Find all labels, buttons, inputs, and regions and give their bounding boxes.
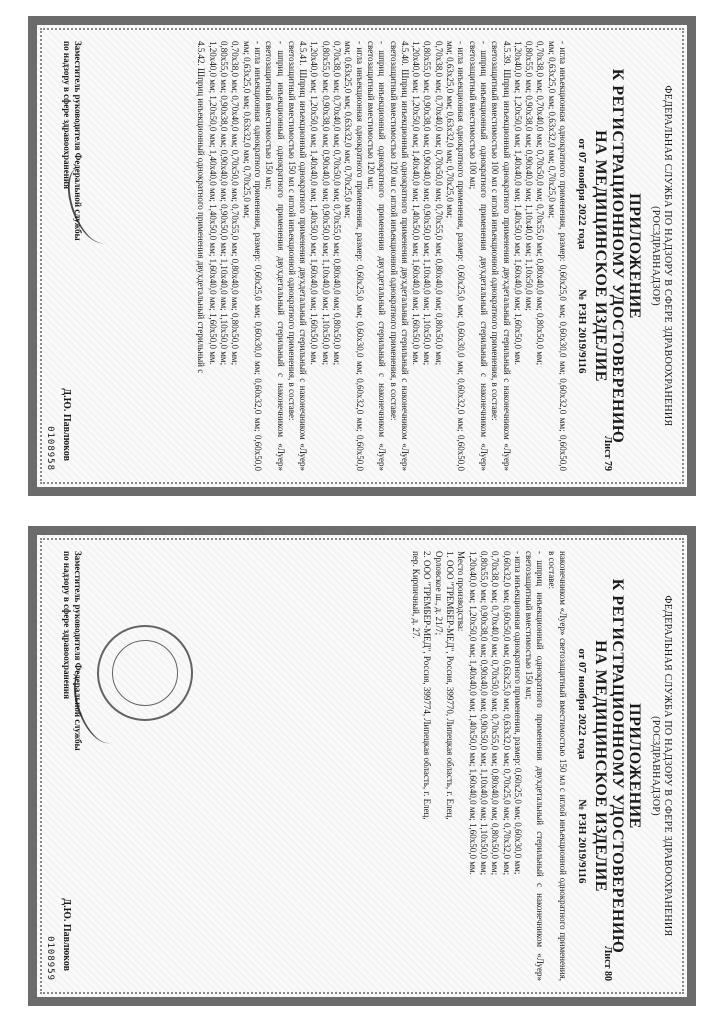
body-line: 1,20x40,0 мм; 1,20x50,0 мм; 1,40x40,0 мм; 1,40x50,0 мм; 1,60x40,0 мм; 1,60x50,0 мм. — [411, 41, 422, 365]
document-body — [195, 41, 568, 471]
certificate-content — [37, 25, 687, 487]
sheet-number: Лист 79 — [602, 435, 613, 471]
body-line: - игла инъекционная однократного применения, размер: 0,60x25,0 мм; 0,60x30,0 мм; 0,60x32,0 мм; 0,60x50,0 мм; 0,63x25,0 мм; 0,63x32,0 мм; 0,70x25,0 мм; — [546, 41, 568, 471]
body-line: 4.5.42. Шприц инъекционный однократного применения двухдетальный стерильный с — [196, 41, 207, 374]
signatory-title — [61, 551, 83, 821]
document-title — [592, 41, 643, 471]
body-line: 4.5.40. Шприц инъекционный однократного применения двухдетальный стерильный с наконечником «Луер» светозащитный вместимостью 120 мл с иглой инъекционной однократного применения, в составе: — [388, 41, 410, 471]
sheet-number: Лист 80 — [602, 945, 613, 981]
body-line: 0,70x38,0 мм; 0,70x40,0 мм; 0,70x50,0 мм; 0,70x55,0 мм; 0,80x40,0 мм; 0,80x50,0 мм; — [332, 41, 343, 366]
signatory-title — [61, 41, 83, 311]
body-line: 1,20x40,0 мм; 1,20x50,0 мм; 1,40x40,0 мм; 1,40x50,0 мм; 1,60x40,0 мм; 1,60x50,0 мм. — [309, 41, 320, 365]
signatory-title-line-2: по надзору в сфере здравоохранения — [62, 551, 72, 699]
title-line-1: ПРИЛОЖЕНИЕ — [626, 703, 643, 829]
title-line-2: К РЕГИСТРАЦИОННОМУ УДОСТОВЕРЕНИЮ — [609, 578, 626, 954]
registration-number: № РЗН 2019/9116 — [576, 799, 588, 884]
body-line: 0,80x55,0 мм; 0,90x38,0 мм; 0,90x40,0 мм; 0,90x50,0 мм; 1,10x40,0 мм; 1,10x50,0 мм; — [478, 551, 489, 876]
document-title — [592, 551, 643, 981]
body-line: - шприц инъекционный однократного применения двухдетальный стерильный с наконечником «Луер» светозащитный вместимостью 150 мл; — [264, 41, 286, 471]
agency-name: ФЕДЕРАЛЬНАЯ СЛУЖБА ПО НАДЗОРУ В СФЕРЕ ЗДРАВООХРАНЕНИЯ — [662, 85, 673, 427]
certificate-sheet-79 — [28, 16, 696, 496]
body-line: 0,80x55,0 мм; 0,90x38,0 мм; 0,90x40,0 мм; 1,10x40,0 мм; 1,10x50,0 мм; — [524, 41, 535, 311]
title-line-2: К РЕГИСТРАЦИОННОМУ УДОСТОВЕРЕНИЮ — [609, 68, 626, 444]
body-line: 4.5.41. Шприц инъекционный однократного применения двухдетальный стерильный с наконечником «Луер» светозащитный вместимостью 150 мл с иглой инъекционной однократного применения, в составе: — [286, 41, 309, 471]
body-line: 0,80x55,0 мм; 0,90x38,0 мм; 0,90x40,0 мм; 0,90x50,0 мм; 1,10x40,0 мм; 1,10x50,0 мм; — [219, 41, 230, 366]
body-line: Орловское ш., д. 21/7; — [433, 551, 444, 636]
agency-abbr: (РОСЗДРАВНАДЗОР) — [650, 716, 661, 816]
signatory-title-line-2: по надзору в сфере здравоохранения — [62, 41, 72, 189]
serial-number: 0108958 — [45, 426, 55, 471]
certificate-sheet-80 — [28, 526, 696, 1006]
body-line: 1. ООО "ТРЕМБЕР-МЕД", Россия, 399770, Липецкая область, г. Елец, — [445, 551, 456, 820]
body-line: Место производства: — [456, 551, 467, 632]
body-line: 0,80x55,0 мм; 0,90x38,0 мм; 0,90x40,0 мм; 0,90x50,0 мм; 1,10x40,0 мм; 1,10x50,0 мм; — [422, 41, 433, 366]
title-line-1: ПРИЛОЖЕНИЕ — [626, 193, 643, 319]
document-body — [410, 551, 568, 981]
registration-number: № РЗН 2019/9116 — [576, 289, 588, 374]
body-line: 0,70x38,0 мм; 0,70x40,0 мм; 0,70x50,0 мм; 0,70x55,0 мм; 0,80x40,0 мм; 0,80x50,0 мм; — [433, 41, 444, 366]
issue-date: от 07 ноября 2022 года — [576, 648, 588, 760]
body-line: 0,70x38,0 мм; 0,70x40,0 мм; 0,70x50,0 мм; 0,70x55,0 мм; 0,80x40,0 мм; 0,80x50,0 мм; — [535, 41, 546, 366]
body-line: 1,20x40,0 мм; 1,20x50,0 мм; 1,40x40,0 мм; 1,40x50,0 мм; 1,60x40,0 мм; 1,60x50,0 мм. — [207, 41, 218, 365]
signatory-title-line-1: Заместитель руководителя Федеральной службы — [73, 551, 83, 751]
body-line: 1,20x40,0 мм; 1,20x50,0 мм; 1,40x40,0 мм; 1,40x50,0 мм; 1,60x40,0 мм; 1,60x50,0 мм. — [467, 551, 478, 875]
body-line: - игла инъекционная однократного применения, размер: 0,60x25,0 мм; 0,60x30,0 мм; 0,60x32,0 мм; 0,60x50,0 мм; 0,63x25,0 мм; 0,63x32,0 мм; 0,70x25,0 мм; — [445, 41, 467, 471]
certificate-content — [37, 535, 687, 997]
body-line: наконечником «Луер» светозащитный вместимостью 150 мл с иглой инъекционной однократного применения, в составе: — [546, 551, 568, 981]
agency-header — [649, 551, 673, 981]
body-line: 0,70x38,0 мм; 0,70x40,0 мм; 0,70x50,0 мм; 0,70x55,0 мм; 0,80x40,0 мм; 0,80x50,0 мм; — [230, 41, 241, 366]
body-line: 0,80x55,0 мм; 0,90x38,0 мм; 0,90x40,0 мм; 0,90x50,0 мм; 1,10x40,0 мм; 1,10x50,0 мм; — [320, 41, 331, 366]
body-line: 0,70x38,0 мм; 0,70x40,0 мм; 0,70x50,0 мм; 0,70x55,0 мм; 0,80x40,0 мм; 0,80x50,0 мм; — [490, 551, 501, 876]
signer-name: Д.Ю. Павлюков — [61, 898, 72, 971]
title-line-3: НА МЕДИЦИНСКОЕ ИЗДЕЛИЕ — [592, 640, 609, 892]
body-line: 0,60x32,0 мм; 0,60x50,0 мм; 0,63x25,0 мм; 0,63x32,0 мм; 0,70x25,0 мм; 0,70x32,0 мм; — [501, 551, 512, 876]
body-line: - игла инъекционная однократного применения, размер: 0,60x25,0 мм; 0,60x30,0 мм; 0,60x32,0 мм; 0,60x50,0 мм; 0,63x25,0 мм; 0,63x32,0 мм; 0,70x25,0 мм; — [343, 41, 365, 471]
date-line — [576, 551, 588, 981]
agency-abbr: (РОСЗДРАВНАДЗОР) — [650, 206, 661, 306]
issue-date: от 07 ноября 2022 года — [576, 138, 588, 250]
date-line — [576, 41, 588, 471]
body-line: - шприц инъекционный однократного применения двухдетальный стерильный с наконечником «Луер» светозащитный вместимостью 100 мл; — [467, 41, 489, 471]
title-line-3: НА МЕДИЦИНСКОЕ ИЗДЕЛИЕ — [592, 130, 609, 382]
body-line: - шприц инъекционный однократного применения двухдетальный стерильный с наконечником «Луер» светозащитный вместимостью 150 мл; — [524, 551, 546, 981]
serial-number: 0108959 — [45, 936, 55, 981]
body-line: - игла инъекционная однократного применения, размер: 0,60x25,0 мм; 0,60x30,0 мм; — [512, 551, 523, 875]
signatory-title-line-1: Заместитель руководителя Федеральной службы — [73, 41, 83, 241]
body-line: пер. Кирпичный, д. 27. — [411, 551, 422, 639]
body-line: 1,20x40,0 мм; 1,20x50,0 мм; 1,40x40,0 мм; 1,40x50,0 мм; 1,60x40,0 мм; 1,60x50,0 мм. — [512, 41, 523, 365]
body-line: 4.5.39. Шприц инъекционный однократного применения двухдетальный стерильный с наконечником «Луер» светозащитный вместимостью 100 мл с иглой инъекционной однократного применения, в составе: — [490, 41, 512, 471]
body-line: 2. ООО "ТРЕМБЕР-МЕД", Россия, 399774, Липецкая область, г. Елец, — [422, 551, 433, 820]
agency-header — [649, 41, 673, 471]
agency-name: ФЕДЕРАЛЬНАЯ СЛУЖБА ПО НАДЗОРУ В СФЕРЕ ЗДРАВООХРАНЕНИЯ — [662, 595, 673, 937]
body-line: - игла инъекционная однократного применения, размер: 0,60x25,0 мм; 0,60x30,0 мм; 0,60x32,0 мм; 0,60x50,0 мм; 0,63x25,0 мм; 0,63x32,0 мм; 0,70x25,0 мм; — [241, 41, 263, 471]
body-line: - шприц инъекционный однократного применения двухдетальный стерильный с наконечником «Луер» светозащитный вместимостью 120 мл; — [365, 41, 388, 471]
signer-name: Д.Ю. Павлюков — [61, 388, 72, 461]
